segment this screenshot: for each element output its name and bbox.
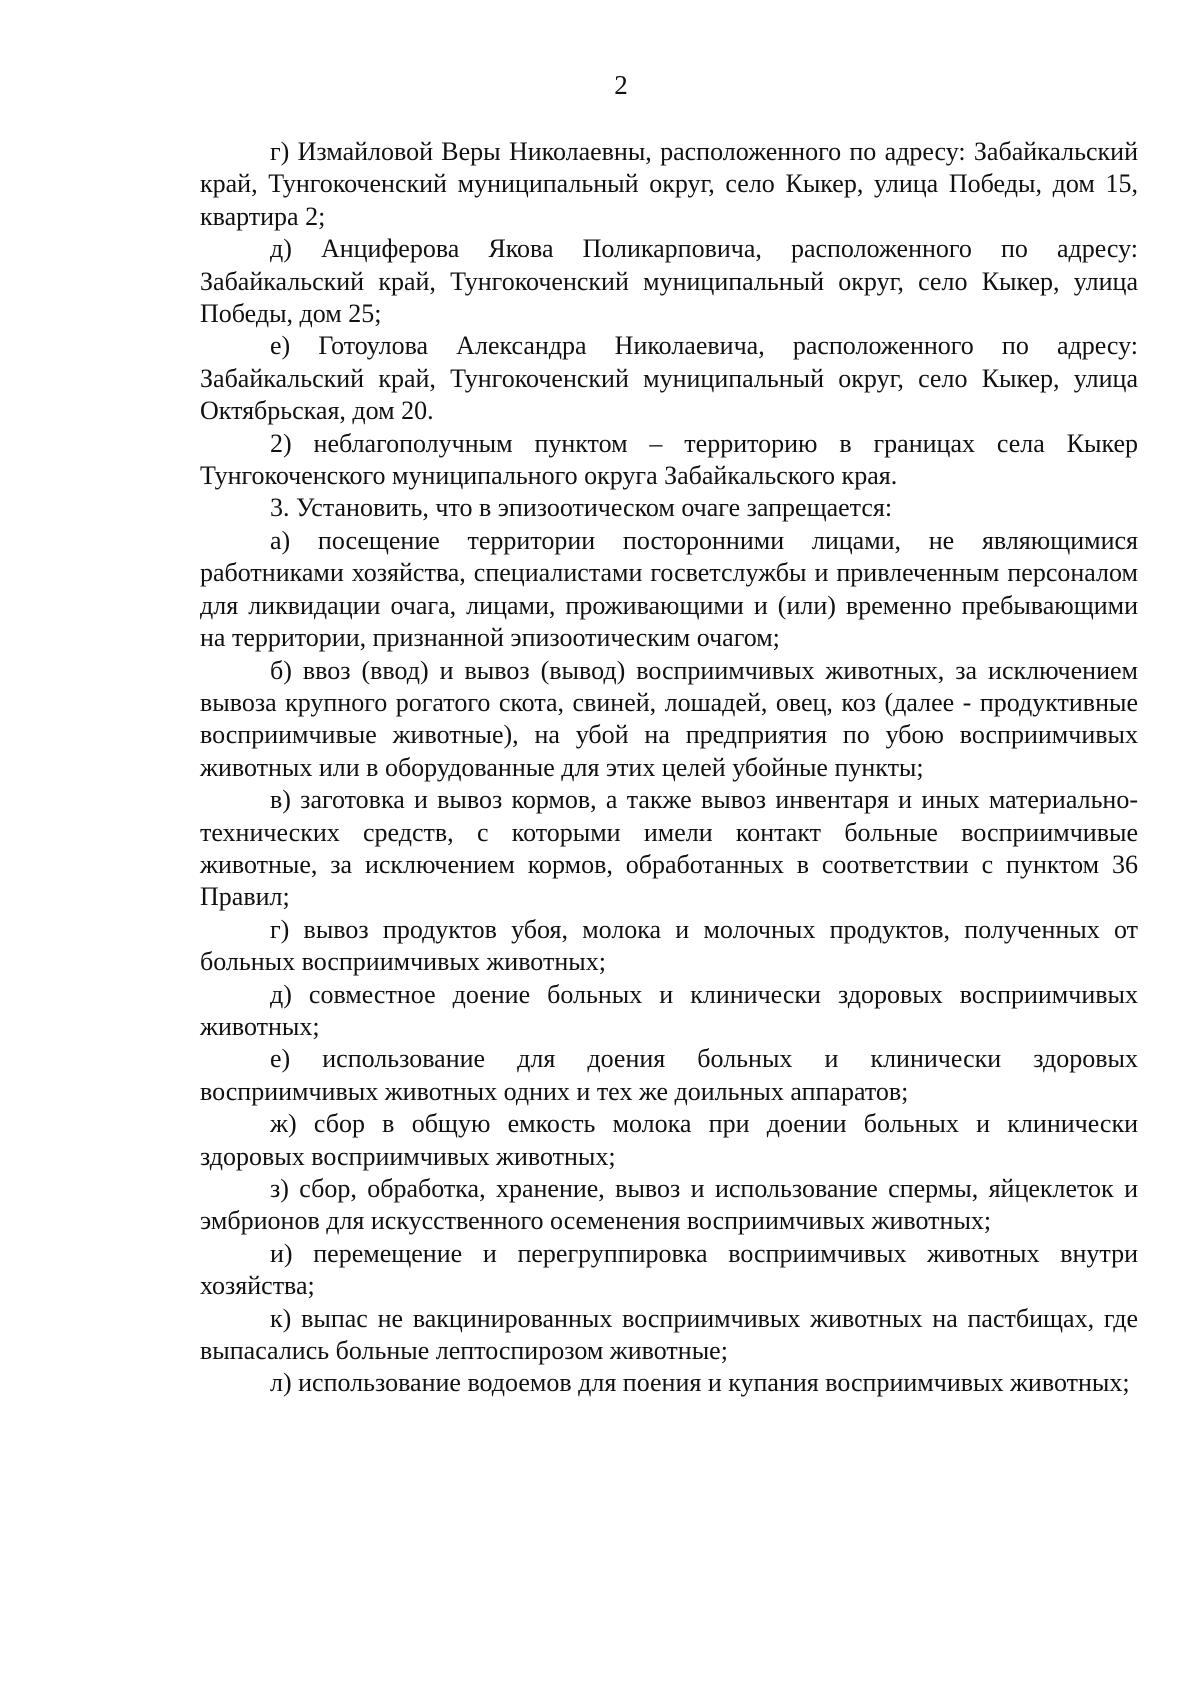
paragraph-antsiferov: д) Анциферова Якова Поликарповича, расположенного по адресу: Забайкальский край, Тунгокоченский муниципальный округ, село Кыкер, улица Победы, дом 25; <box>200 234 1138 329</box>
paragraph-gotoulov: е) Готоулова Александра Николаевича, расположенного по адресу: Забайкальский край, Тунгокоченский муниципальный округ, село Кыкер, улица Октябрьская, дом 20. <box>200 331 1138 426</box>
paragraph-prohibition-d: д) совместное доение больных и клинически здоровых восприимчивых животных; <box>200 979 1138 1041</box>
paragraph-prohibition-k: к) выпас не вакцинированных восприимчивых животных на пастбищах, где выпасались больные лептоспирозом животные; <box>200 1303 1138 1366</box>
paragraph-prohibition-b: б) ввоз (ввод) и вывоз (вывод) восприимчивых животных, за исключением вывоза крупного рогатого скота, свиней, лошадей, овец, коз (далее - продуктивные восприимчивые животные), на убой на предприятия по убою восприимчивых животных или в оборудованные для этих целей убойные пункты; <box>200 655 1138 782</box>
paragraph-unfavorable-point: 2) неблагополучным пунктом – территорию в границах села Кыкер Тунгокоченского муниципального округа Забайкальского края. <box>200 428 1138 491</box>
document-body <box>200 136 1138 1400</box>
paragraph-prohibition-v: в) заготовка и вывоз кормов, а также вывоз инвентаря и иных материально-технических средств, с которыми имели контакт больные восприимчивые животные, за исключением кормов, обработанных в соответствии с пунктом 36 Правил; <box>200 785 1138 912</box>
paragraph-prohibition-i: и) перемещение и перегруппировка восприимчивых животных внутри хозяйства; <box>200 1238 1138 1301</box>
paragraph-prohibition-zh: ж) сбор в общую емкость молока при доении больных и клинически здоровых восприимчивых животных; <box>200 1109 1138 1171</box>
paragraph-prohibition-g: г) вывоз продуктов убоя, молока и молочных продуктов, полученных от больных восприимчивых животных; <box>200 914 1138 977</box>
paragraph-izmaylova: г) Измайловой Веры Николаевны, расположенного по адресу: Забайкальский край, Тунгокоченский муниципальный округ, село Кыкер, улица Победы, дом 15, квартира 2; <box>200 137 1138 231</box>
paragraph-prohibition-a: а) посещение территории посторонними лицами, не являющимися работниками хозяйства, специалистами госветслужбы и привлеченным персоналом для ликвидации очага, лицами, проживающими и (или) временно пребывающими на территории, признанной эпизоотическим очагом; <box>200 525 1138 653</box>
paragraph-prohibition-e: е) использование для доения больных и клинически здоровых восприимчивых животных одних и тех же доильных аппаратов; <box>200 1044 1138 1106</box>
paragraph-prohibition-z: з) сбор, обработка, хранение, вывоз и использование спермы, яйцеклеток и эмбрионов для искусственного осеменения восприимчивых животных; <box>200 1174 1138 1236</box>
paragraph-prohibition-l: л) использование водоемов для поения и купания восприимчивых животных; <box>270 1368 1130 1398</box>
paragraph-prohibitions-heading: 3. Установить, что в эпизоотическом очаге запрещается: <box>270 493 893 523</box>
page-number: 2 <box>614 70 628 100</box>
